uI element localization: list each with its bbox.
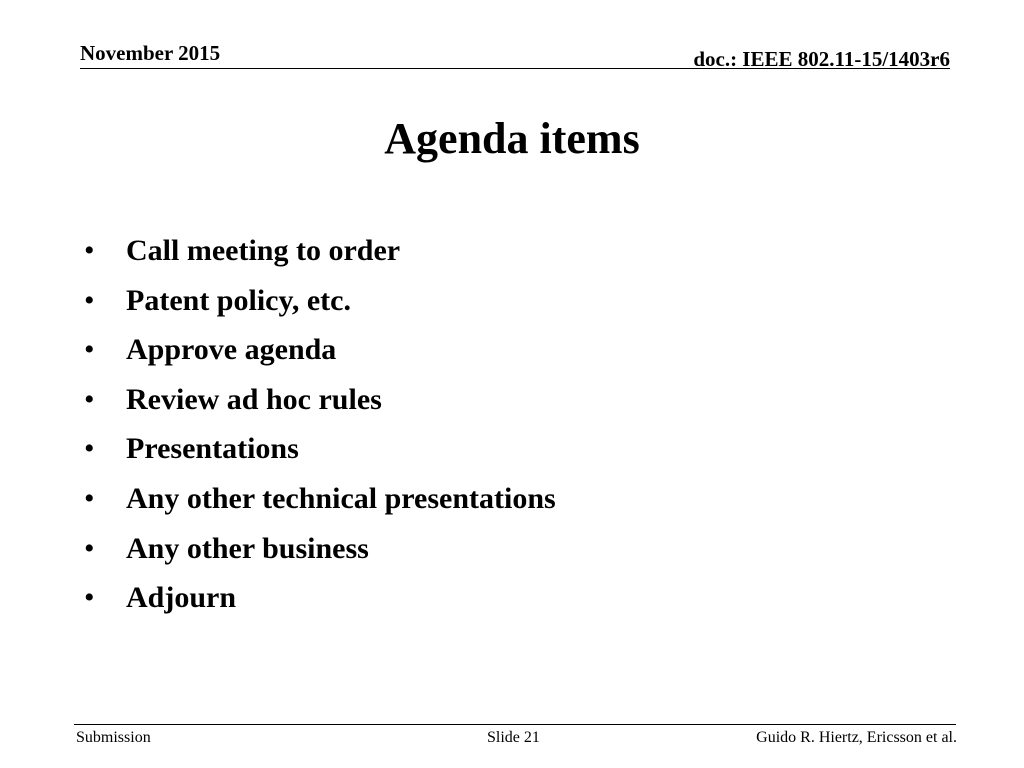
agenda-item [84, 276, 556, 326]
agenda-item [84, 226, 556, 276]
agenda-item-label: Any other business [126, 531, 369, 565]
agenda-item-label: Presentations [126, 432, 299, 466]
agenda-item-label: Review ad hoc rules [126, 382, 382, 416]
header-doc-id: doc.: IEEE 802.11-15/1403r6 [693, 47, 950, 71]
footer-slide-number: Slide 21 [487, 729, 540, 746]
bullet-icon: • [84, 432, 95, 466]
footer-author: Guido R. Hiertz, Ericsson et al. [756, 729, 957, 746]
bullet-icon: • [84, 531, 95, 565]
agenda-item [84, 573, 556, 623]
agenda-list [84, 226, 556, 623]
agenda-item [84, 375, 556, 425]
agenda-item-label: Call meeting to order [126, 234, 401, 267]
agenda-item [84, 524, 556, 574]
bullet-icon: • [84, 333, 95, 367]
bullet-icon: • [84, 581, 95, 615]
header-date: November 2015 [80, 41, 221, 65]
header-divider [80, 68, 950, 69]
agenda-item-label: Any other technical presentations [126, 481, 556, 515]
footer-submission: Submission [76, 729, 151, 746]
bullet-icon: • [84, 382, 95, 416]
agenda-item [84, 424, 556, 474]
slide-title: Agenda items [384, 114, 640, 163]
agenda-item-label: Patent policy, etc. [126, 283, 351, 317]
agenda-item [84, 325, 556, 375]
agenda-item-label: Approve agenda [126, 333, 337, 367]
bullet-icon: • [84, 481, 95, 515]
agenda-item-label: Adjourn [126, 581, 237, 615]
footer-divider [74, 724, 956, 725]
bullet-icon: • [84, 234, 95, 267]
agenda-item [84, 474, 556, 524]
bullet-icon: • [84, 283, 95, 317]
